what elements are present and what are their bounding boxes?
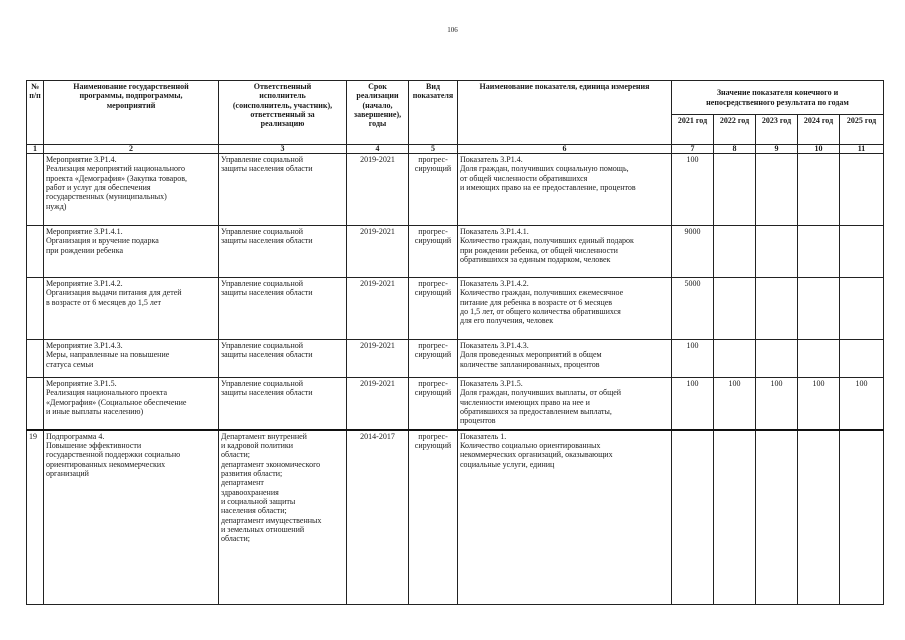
column-number: 11	[840, 145, 884, 154]
activity-name: Мероприятие 3.Р1.4.1. Организация и вручение подарка при рождении ребенка	[44, 226, 219, 278]
executor: Департамент внутренней и кадровой политики области; департамент экономического развития области; департамент здравоохранения и социальной защиты населения области; департамент имущественных и земельных отношений области;	[219, 430, 347, 605]
executor: Управление социальной защиты населения области	[219, 278, 347, 340]
header-number: № п/п	[27, 81, 44, 145]
program-table	[26, 80, 884, 605]
period: 2014-2017	[347, 430, 409, 605]
value-2021: 100	[672, 340, 714, 378]
value-2021: 5000	[672, 278, 714, 340]
value-2024	[798, 154, 840, 226]
value-2024	[798, 278, 840, 340]
indicator-type: прогрес- сирующий	[409, 278, 458, 340]
value-2024: 100	[798, 378, 840, 430]
executor: Управление социальной защиты населения области	[219, 340, 347, 378]
value-2025	[840, 430, 884, 605]
value-2021: 100	[672, 154, 714, 226]
executor: Управление социальной защиты населения области	[219, 226, 347, 278]
row-number	[27, 278, 44, 340]
column-number-row	[27, 145, 884, 154]
row-number	[27, 340, 44, 378]
table-row	[27, 226, 884, 278]
value-2022	[714, 278, 756, 340]
value-2023	[756, 278, 798, 340]
header-year: 2025 год	[840, 115, 884, 145]
value-2023	[756, 226, 798, 278]
column-number: 8	[714, 145, 756, 154]
value-2024	[798, 340, 840, 378]
value-2022	[714, 226, 756, 278]
column-number: 2	[44, 145, 219, 154]
value-2021: 9000	[672, 226, 714, 278]
table-body	[27, 154, 884, 605]
header-year: 2023 год	[756, 115, 798, 145]
value-2023	[756, 430, 798, 605]
value-2023	[756, 340, 798, 378]
value-2021: 100	[672, 378, 714, 430]
indicator-type: прогрес- сирующий	[409, 340, 458, 378]
value-2022	[714, 154, 756, 226]
value-2025	[840, 154, 884, 226]
indicator: Показатель 3.Р1.4.3. Доля проведенных мероприятий в общем количестве запланированных, процентов	[458, 340, 672, 378]
value-2022	[714, 340, 756, 378]
column-number: 5	[409, 145, 458, 154]
indicator-type: прогрес- сирующий	[409, 430, 458, 605]
row-number	[27, 378, 44, 430]
indicator: Показатель 3.Р1.4.2. Количество граждан, получивших ежемесячное питание для ребенка в возрасте от 6 месяцев до 1,5 лет, от общего количества обратившихся для его получения, человек	[458, 278, 672, 340]
table-row	[27, 154, 884, 226]
table-row	[27, 430, 884, 605]
indicator-type: прогрес- сирующий	[409, 154, 458, 226]
row-number	[27, 226, 44, 278]
table-header	[27, 81, 884, 154]
header-period: Срок реализации (начало, завершение), годы	[347, 81, 409, 145]
period: 2019-2021	[347, 278, 409, 340]
header-executor: Ответственный исполнитель (соисполнитель, участник), ответственный за реализацию	[219, 81, 347, 145]
subprogram-name: Подпрограмма 4. Повышение эффективности государственной поддержки социально ориентированных некоммерческих организаций	[44, 430, 219, 605]
column-number: 6	[458, 145, 672, 154]
header-indicator-type: Вид показателя	[409, 81, 458, 145]
value-2025	[840, 340, 884, 378]
column-number: 1	[27, 145, 44, 154]
column-number: 10	[798, 145, 840, 154]
table-row	[27, 278, 884, 340]
row-number: 19	[27, 430, 44, 605]
period: 2019-2021	[347, 226, 409, 278]
value-2023: 100	[756, 378, 798, 430]
indicator: Показатель 3.Р1.5. Доля граждан, получивших выплаты, от общей численности имеющих право на нее и обратившихся за предоставлением выплаты, процентов	[458, 378, 672, 430]
header-year: 2024 год	[798, 115, 840, 145]
header-year: 2022 год	[714, 115, 756, 145]
value-2023	[756, 154, 798, 226]
value-2025: 100	[840, 378, 884, 430]
column-number: 9	[756, 145, 798, 154]
indicator: Показатель 3.Р1.4. Доля граждан, получивших социальную помощь, от общей численности обратившихся и имеющих право на ее предоставление, процентов	[458, 154, 672, 226]
activity-name: Мероприятие 3.Р1.4.3. Меры, направленные на повышение статуса семьи	[44, 340, 219, 378]
value-2021	[672, 430, 714, 605]
page-number: 106	[447, 26, 458, 34]
row-number	[27, 154, 44, 226]
value-2022: 100	[714, 378, 756, 430]
value-2024	[798, 430, 840, 605]
indicator: Показатель 3.Р1.4.1. Количество граждан, получивших единый подарок при рождении ребенка, от общей численности обратившихся за единым подарком, человек	[458, 226, 672, 278]
activity-name: Мероприятие 3.Р1.5. Реализация национального проекта «Демография» (Социальное обеспечение и иные выплаты населению)	[44, 378, 219, 430]
period: 2019-2021	[347, 154, 409, 226]
header-year: 2021 год	[672, 115, 714, 145]
period: 2019-2021	[347, 340, 409, 378]
executor: Управление социальной защиты населения области	[219, 154, 347, 226]
header-program-name: Наименование государственной программы, подпрограммы, мероприятий	[44, 81, 219, 145]
value-2025	[840, 226, 884, 278]
value-2024	[798, 226, 840, 278]
value-2025	[840, 278, 884, 340]
indicator-type: прогрес- сирующий	[409, 226, 458, 278]
header-values-group: Значение показателя конечного и непосредственного результата по годам	[672, 81, 884, 115]
activity-name: Мероприятие 3.Р1.4. Реализация мероприятий национального проекта «Демография» (Закупка товаров, работ и услуг для обеспечения государственных (муниципальных) нужд)	[44, 154, 219, 226]
executor: Управление социальной защиты населения области	[219, 378, 347, 430]
table-row	[27, 378, 884, 430]
indicator: Показатель 1. Количество социально ориентированных некоммерческих организаций, оказывающих социальные услуги, единиц	[458, 430, 672, 605]
column-number: 4	[347, 145, 409, 154]
indicator-type: прогрес- сирующий	[409, 378, 458, 430]
activity-name: Мероприятие 3.Р1.4.2. Организация выдачи питания для детей в возрасте от 6 месяцев до 1,5 лет	[44, 278, 219, 340]
table-row	[27, 340, 884, 378]
period: 2019-2021	[347, 378, 409, 430]
column-number: 3	[219, 145, 347, 154]
header-indicator-name: Наименование показателя, единица измерения	[458, 81, 672, 145]
value-2022	[714, 430, 756, 605]
column-number: 7	[672, 145, 714, 154]
